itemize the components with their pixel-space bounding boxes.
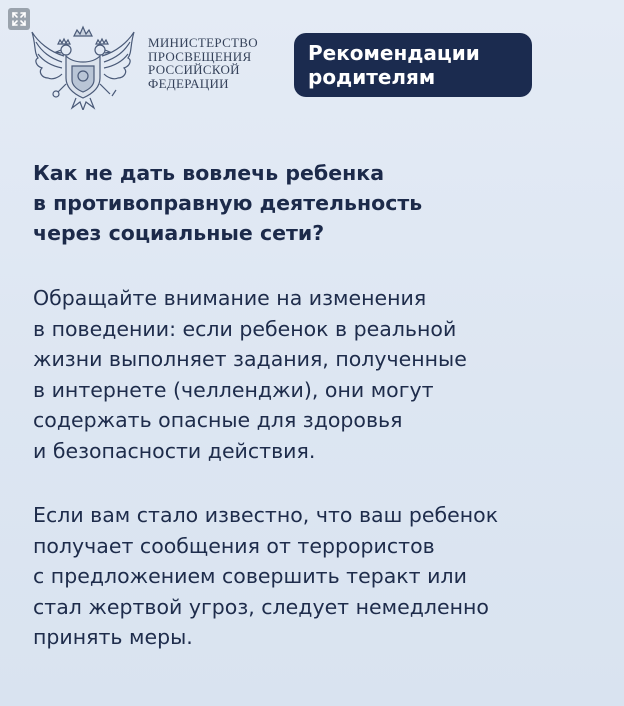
recommendations-badge (294, 33, 532, 97)
title-line: через социальные сети? (33, 221, 325, 245)
paragraph-behavior-changes (33, 283, 603, 466)
paragraph-line: принять меры. (33, 625, 193, 649)
ministry-line: ПРОСВЕЩЕНИЯ (148, 48, 252, 64)
header (0, 0, 624, 120)
paragraph-line: в интернете (челленджи), они могут (33, 377, 434, 402)
paragraph-line: и безопасности действия. (33, 438, 316, 463)
double-headed-eagle-emblem-icon (28, 22, 138, 110)
ministry-line: ФЕДЕРАЦИИ (148, 75, 229, 91)
badge-line: родителям (308, 65, 436, 89)
paragraph-line: жизни выполняет задания, полученные (33, 347, 467, 371)
paragraph-line: с предложением совершить теракт или (33, 564, 467, 588)
paragraph-line: Если вам стало известно, что ваш ребенок (33, 503, 499, 527)
paragraph-line: в поведении: если ребенок в реальной (33, 316, 457, 341)
title-line: в противоправную деятельность (33, 191, 423, 215)
ministry-line: МИНИСТЕРСТВО (148, 35, 258, 50)
page-title (33, 158, 593, 248)
title-line: Как не дать вовлечь ребенка (33, 161, 385, 185)
paragraph-line: содержать опасные для здоровья (33, 408, 403, 432)
paragraph-line: стал жертвой угроз, следует немедленно (33, 594, 489, 619)
ministry-line: РОССИЙСКОЙ (148, 62, 240, 77)
badge-line: Рекомендации (308, 41, 480, 65)
paragraph-line: получает сообщения от террористов (33, 533, 435, 558)
ministry-name (148, 36, 258, 90)
paragraph-take-action (33, 500, 603, 653)
paragraph-line: Обращайте внимание на изменения (33, 286, 427, 310)
